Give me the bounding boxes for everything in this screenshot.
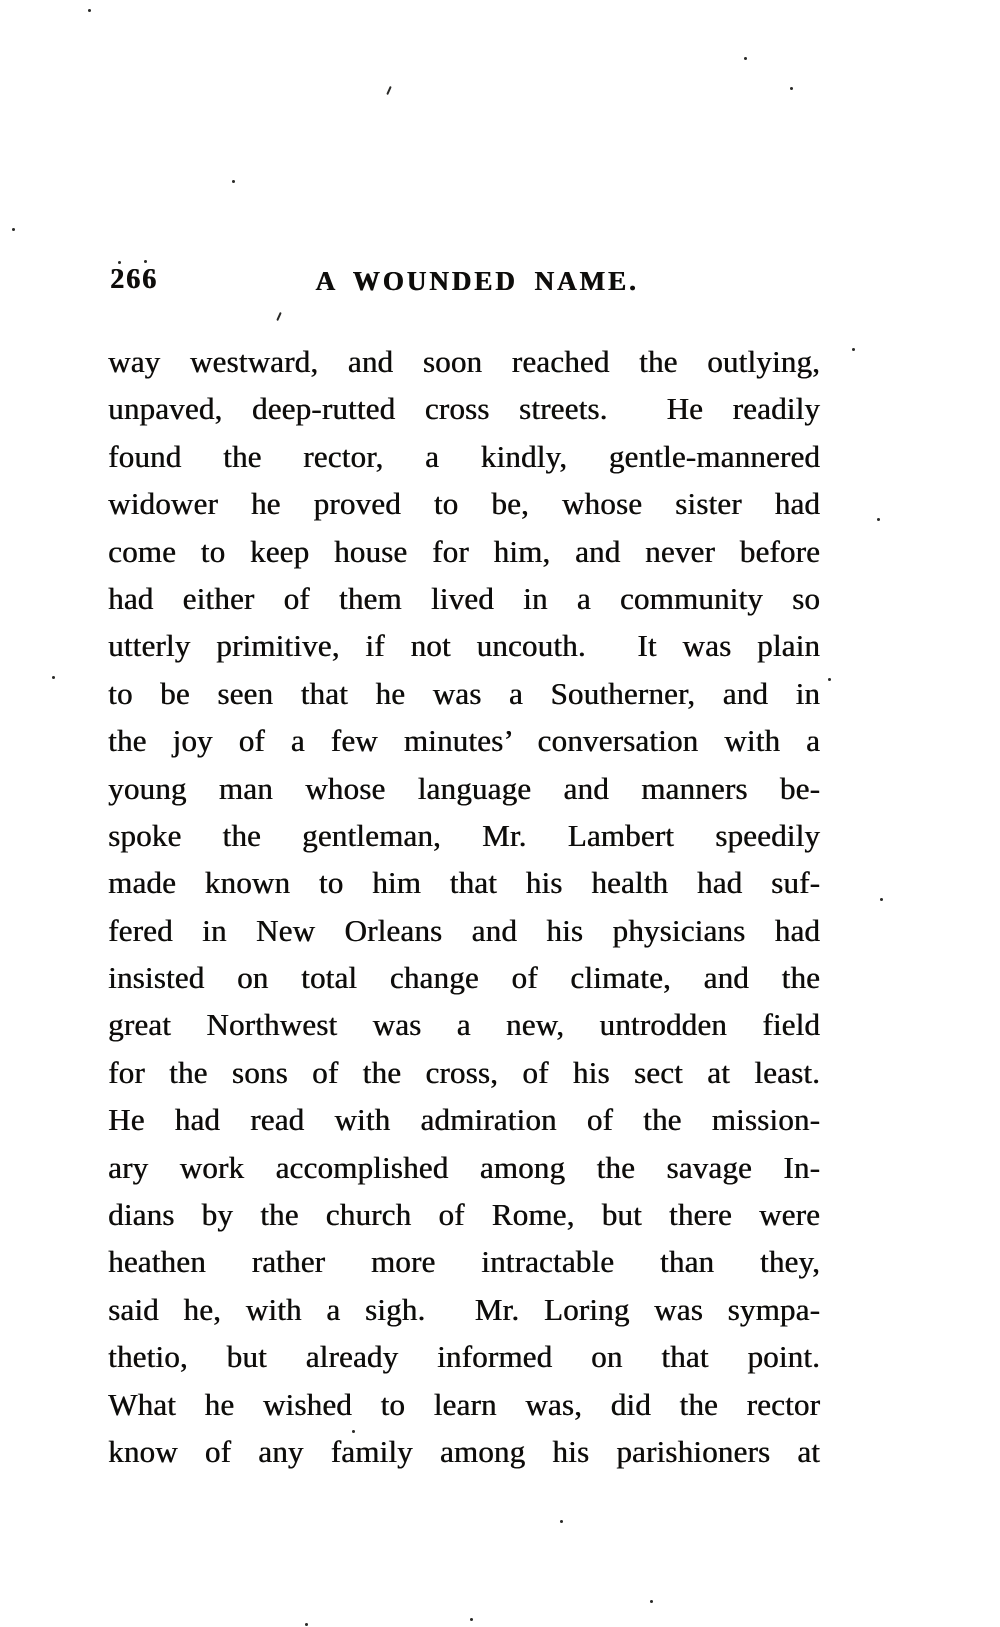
scan-speck — [877, 518, 880, 521]
text-line: great Northwest was a new, untrodden field — [108, 1007, 820, 1043]
page-header — [108, 264, 820, 304]
text-line: found the rector, a kindly, gentle-mannered — [108, 438, 820, 474]
scan-speck — [650, 1600, 653, 1603]
scan-speck — [52, 676, 55, 679]
text-line: utterly primitive, if not uncouth. It was plain — [108, 628, 820, 664]
text-line: spoke the gentleman, Mr. Lambert speedily — [108, 817, 820, 853]
scan-speck — [744, 57, 747, 60]
body-text — [108, 338, 820, 1475]
text-line: thetio, but already informed on that point. — [108, 1339, 820, 1375]
text-line: come to keep house for him, and never before — [108, 533, 820, 569]
text-line: young man whose language and manners be- — [108, 770, 820, 806]
scan-speck — [828, 678, 831, 681]
scan-speck — [852, 348, 855, 351]
text-line: unpaved, deep-rutted cross streets. He readily — [108, 391, 820, 427]
text-line: widower he proved to be, whose sister had — [108, 486, 820, 522]
scan-speck — [386, 86, 391, 95]
text-line: made known to him that his health had suf- — [108, 865, 820, 901]
running-title: A WOUNDED NAME. — [315, 266, 639, 296]
text-line: dians by the church of Rome, but there were — [108, 1197, 820, 1233]
page-number: 266 — [110, 264, 158, 295]
scan-speck — [305, 1623, 308, 1626]
scan-speck — [118, 261, 121, 264]
text-line: way westward, and soon reached the outlying, — [108, 344, 820, 379]
text-line: had either of them lived in a community so — [108, 580, 820, 616]
text-line: What he wished to learn was, did the rector — [108, 1386, 820, 1422]
scan-speck — [276, 312, 281, 321]
text-line: to be seen that he was a Southerner, and in — [108, 675, 820, 711]
text-line: insisted on total change of climate, and the — [108, 960, 820, 996]
scan-speck — [144, 260, 147, 263]
text-line: the joy of a few minutes’ conversation with a — [108, 723, 820, 759]
scan-speck — [352, 1430, 355, 1433]
scan-speck — [232, 180, 235, 183]
scan-speck — [12, 228, 15, 231]
scan-speck — [790, 87, 793, 90]
scan-speck — [88, 9, 91, 12]
text-line: know of any family among his parishioners at — [108, 1433, 820, 1469]
text-line: He had read with admiration of the mission- — [108, 1102, 820, 1138]
scan-speck — [470, 1618, 473, 1621]
text-line: said he, with a sigh. Mr. Loring was sympa- — [108, 1291, 820, 1327]
text-line: for the sons of the cross, of his sect at least. — [108, 1054, 820, 1090]
text-line: heathen rather more intractable than they, — [108, 1244, 820, 1280]
text-line: ary work accomplished among the savage In- — [108, 1149, 820, 1185]
scan-speck — [560, 1520, 563, 1523]
scan-speck — [880, 898, 883, 901]
text-line: fered in New Orleans and his physicians had — [108, 912, 820, 948]
